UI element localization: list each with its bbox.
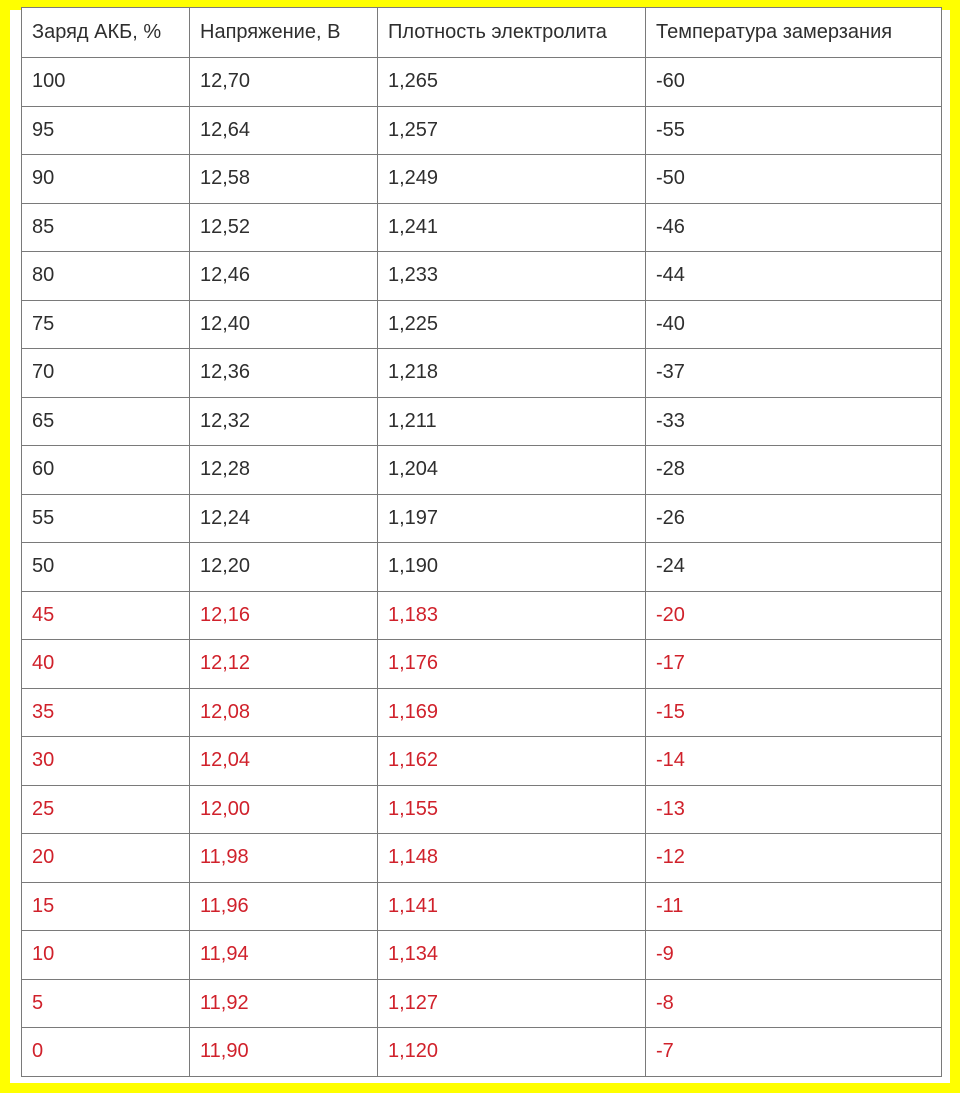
cell-density: 1,211: [378, 397, 646, 446]
cell-freeze-temp: -55: [646, 106, 942, 155]
table-row: [22, 446, 942, 495]
cell-density: 1,218: [378, 349, 646, 398]
cell-charge: 30: [22, 737, 190, 786]
cell-density: 1,148: [378, 834, 646, 883]
cell-voltage: 11,94: [190, 931, 378, 980]
cell-freeze-temp: -37: [646, 349, 942, 398]
cell-freeze-temp: -13: [646, 785, 942, 834]
cell-charge: 45: [22, 591, 190, 640]
cell-density: 1,176: [378, 640, 646, 689]
cell-density: 1,225: [378, 300, 646, 349]
table-row: [22, 785, 942, 834]
cell-freeze-temp: -40: [646, 300, 942, 349]
table-row: [22, 203, 942, 252]
cell-voltage: 12,52: [190, 203, 378, 252]
cell-density: 1,134: [378, 931, 646, 980]
header-density: Плотность электролита: [378, 8, 646, 58]
cell-density: 1,155: [378, 785, 646, 834]
header-freeze-temp: Температура замерзания: [646, 8, 942, 58]
cell-charge: 90: [22, 155, 190, 204]
cell-freeze-temp: -12: [646, 834, 942, 883]
header-row: [22, 8, 942, 58]
table-row: [22, 834, 942, 883]
table-row: [22, 1028, 942, 1077]
header-voltage: Напряжение, В: [190, 8, 378, 58]
table-row: [22, 300, 942, 349]
cell-freeze-temp: -60: [646, 58, 942, 107]
cell-density: 1,197: [378, 494, 646, 543]
cell-voltage: 12,08: [190, 688, 378, 737]
table-header: [22, 8, 942, 58]
cell-charge: 55: [22, 494, 190, 543]
cell-voltage: 12,64: [190, 106, 378, 155]
cell-charge: 5: [22, 979, 190, 1028]
table-row: [22, 591, 942, 640]
cell-charge: 65: [22, 397, 190, 446]
table-row: [22, 397, 942, 446]
cell-voltage: 12,16: [190, 591, 378, 640]
cell-freeze-temp: -20: [646, 591, 942, 640]
cell-freeze-temp: -17: [646, 640, 942, 689]
cell-freeze-temp: -9: [646, 931, 942, 980]
cell-charge: 85: [22, 203, 190, 252]
cell-density: 1,120: [378, 1028, 646, 1077]
cell-voltage: 11,98: [190, 834, 378, 883]
table-row: [22, 688, 942, 737]
cell-freeze-temp: -11: [646, 882, 942, 931]
cell-charge: 70: [22, 349, 190, 398]
cell-density: 1,169: [378, 688, 646, 737]
battery-charge-table: [21, 7, 942, 1077]
cell-charge: 40: [22, 640, 190, 689]
table-row: [22, 252, 942, 301]
cell-freeze-temp: -14: [646, 737, 942, 786]
cell-charge: 80: [22, 252, 190, 301]
table-row: [22, 58, 942, 107]
cell-density: 1,233: [378, 252, 646, 301]
cell-charge: 60: [22, 446, 190, 495]
table-body: [22, 58, 942, 1077]
cell-density: 1,257: [378, 106, 646, 155]
cell-voltage: 12,24: [190, 494, 378, 543]
table-row: [22, 737, 942, 786]
cell-charge: 20: [22, 834, 190, 883]
table-row: [22, 349, 942, 398]
table-row: [22, 494, 942, 543]
cell-voltage: 11,96: [190, 882, 378, 931]
cell-density: 1,265: [378, 58, 646, 107]
cell-freeze-temp: -33: [646, 397, 942, 446]
cell-freeze-temp: -24: [646, 543, 942, 592]
cell-density: 1,127: [378, 979, 646, 1028]
cell-voltage: 12,12: [190, 640, 378, 689]
table-row: [22, 882, 942, 931]
cell-freeze-temp: -44: [646, 252, 942, 301]
cell-voltage: 12,00: [190, 785, 378, 834]
table-row: [22, 979, 942, 1028]
cell-freeze-temp: -50: [646, 155, 942, 204]
cell-freeze-temp: -8: [646, 979, 942, 1028]
cell-freeze-temp: -28: [646, 446, 942, 495]
cell-charge: 35: [22, 688, 190, 737]
cell-density: 1,162: [378, 737, 646, 786]
cell-voltage: 11,90: [190, 1028, 378, 1077]
table-row: [22, 931, 942, 980]
cell-density: 1,249: [378, 155, 646, 204]
cell-voltage: 12,28: [190, 446, 378, 495]
cell-freeze-temp: -7: [646, 1028, 942, 1077]
table-row: [22, 106, 942, 155]
cell-charge: 25: [22, 785, 190, 834]
cell-voltage: 12,20: [190, 543, 378, 592]
cell-voltage: 12,36: [190, 349, 378, 398]
cell-density: 1,141: [378, 882, 646, 931]
cell-density: 1,204: [378, 446, 646, 495]
cell-density: 1,241: [378, 203, 646, 252]
table-row: [22, 640, 942, 689]
cell-charge: 0: [22, 1028, 190, 1077]
cell-charge: 15: [22, 882, 190, 931]
table-row: [22, 155, 942, 204]
cell-charge: 100: [22, 58, 190, 107]
cell-freeze-temp: -26: [646, 494, 942, 543]
table-row: [22, 543, 942, 592]
cell-voltage: 12,40: [190, 300, 378, 349]
cell-freeze-temp: -15: [646, 688, 942, 737]
cell-voltage: 11,92: [190, 979, 378, 1028]
cell-voltage: 12,70: [190, 58, 378, 107]
cell-charge: 95: [22, 106, 190, 155]
cell-voltage: 12,58: [190, 155, 378, 204]
cell-freeze-temp: -46: [646, 203, 942, 252]
cell-charge: 75: [22, 300, 190, 349]
cell-charge: 10: [22, 931, 190, 980]
cell-voltage: 12,32: [190, 397, 378, 446]
cell-density: 1,190: [378, 543, 646, 592]
header-charge: Заряд АКБ, %: [22, 8, 190, 58]
cell-voltage: 12,46: [190, 252, 378, 301]
cell-charge: 50: [22, 543, 190, 592]
cell-density: 1,183: [378, 591, 646, 640]
cell-voltage: 12,04: [190, 737, 378, 786]
